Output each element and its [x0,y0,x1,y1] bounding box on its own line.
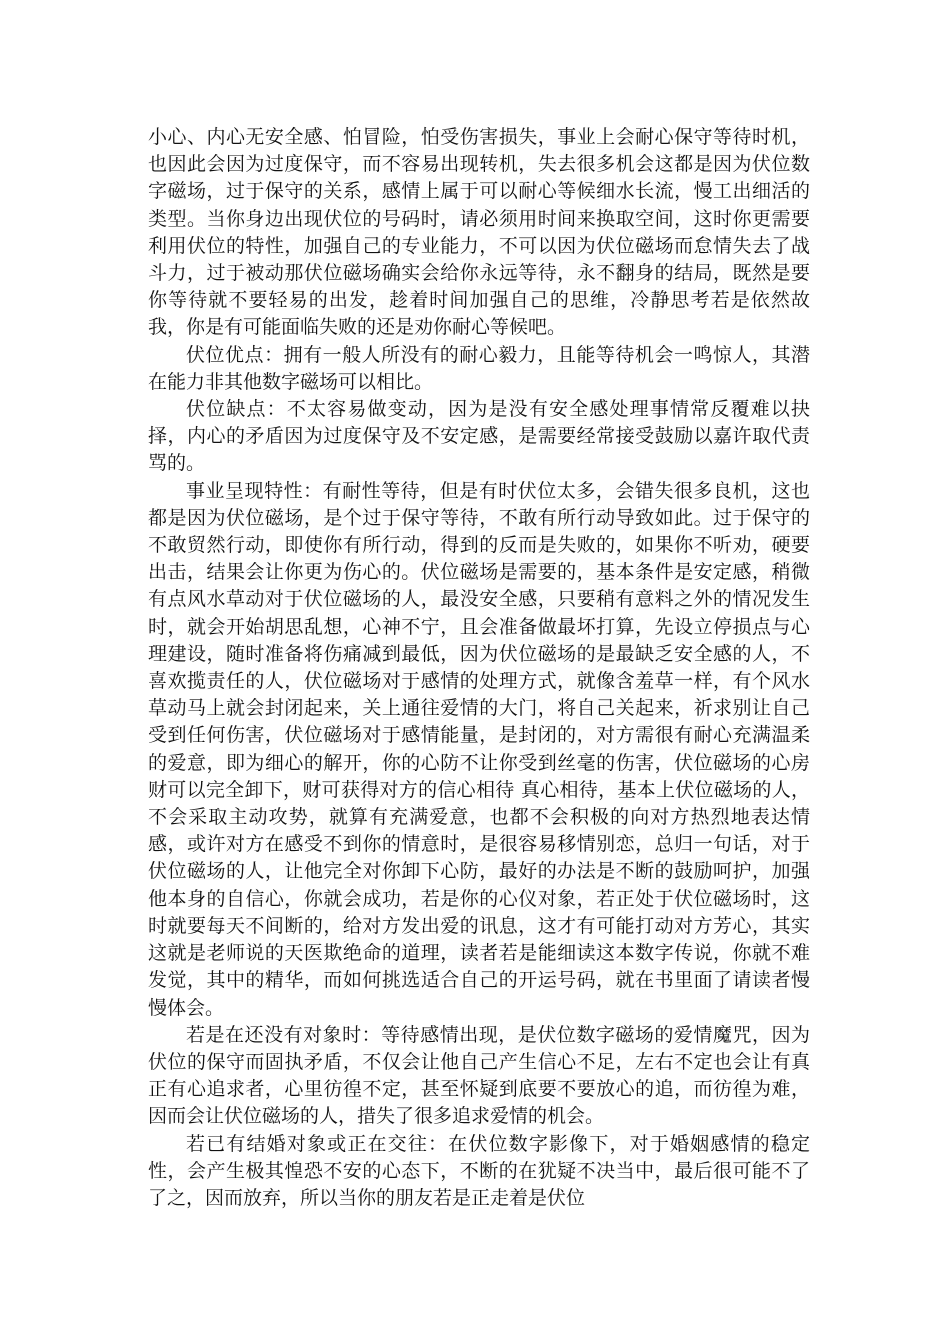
paragraph-single: 若是在还没有对象时：等待感情出现，是伏位数字磁场的爱情魔咒，因为伏位的保守而固执矛盾，不仅会让他自己产生信心不足，左右不定也会让有真正有心追求者，心里彷徨不定，甚至怀疑到底要不要放心的追，而彷徨为难，因而会让伏位磁场的人，措失了很多追求爱情的机会。 [148,1023,810,1128]
paragraph-disadvantages: 伏位缺点：不太容易做变动，因为是没有安全感处理事情常反覆难以抉择，内心的矛盾因为过度保守及不安定感，是需要经常接受鼓励以嘉许取代责骂的。 [148,398,810,475]
document-page [148,124,810,1212]
paragraph-advantages: 伏位优点：拥有一般人所没有的耐心毅力，且能等待机会一鸣惊人，其潜在能力非其他数字磁场可以相比。 [148,343,810,393]
paragraph-relationship: 若已有结婚对象或正在交往：在伏位数字影像下，对于婚姻感情的稳定性，会产生极其惶恐不安的心态下，不断的在犹疑不决当中，最后很可能不了了之，因而放弃，所以当你的朋友若是正走着是伏位 [148,1132,810,1209]
paragraph-continuation: 小心、内心无安全感、怕冒险，怕受伤害损失，事业上会耐心保守等待时机，也因此会因为过度保守，而不容易出现转机，失去很多机会这都是因为伏位数字磁场，过于保守的关系，感情上属于可以耐心等候细水长流，慢工出细活的类型。当你身边出现伏位的号码时，请必须用时间来换取空间，这时你更需要利用伏位的特性，加强自己的专业能力，不可以因为伏位磁场而怠情失去了战斗力，过于被动那伏位磁场确实会给你永远等待，永不翻身的结局，既然是要你等待就不要轻易的出发，趁着时间加强自己的思维，冷静思考若是依然故我，你是有可能面临失败的还是劝你耐心等候吧。 [148,126,810,339]
paragraph-career: 事业呈现特性：有耐性等待，但是有时伏位太多，会错失很多良机，这也都是因为伏位磁场，是个过于保守等待，不敢有所行动导致如此。过于保守的不敢贸然行动，即使你有所行动，得到的反而是失败的，如果你不听劝，硬要出击，结果会让你更为伤心的。伏位磁场是需要的，基本条件是安定感，稍微有点风水草动对于伏位磁场的人，最没安全感，只要稍有意料之外的情况发生时，就会开始胡思乱想，心神不宁，且会准备做最坏打算，先设立停损点与心理建设，随时准备将伤痛减到最低，因为伏位磁场的是最缺乏安全感的人，不喜欢揽责任的人，伏位磁场对于感情的处理方式，就像含羞草一样，有个风水草动马上就会封闭起来，关上通往爱情的大门，将自己关起来，祈求别让自己受到任何伤害，伏位磁场对于感情能量，是封闭的，对方需很有耐心充满温柔的爱意，即为细心的解开，你的心防不让你受到丝毫的伤害，伏位磁场的心房财可以完全卸下，财可获得对方的信心相待 真心相待，基本上伏位磁场的人，不会采取主动攻势，就算有充满爱意，也都不会积极的向对方热烈地表达情感，或许对方在感受不到你的情意时，是很容易移情别恋，总归一句话，对于伏位磁场的人，让他完全对你卸下心防，最好的办法是不断的鼓励呵护，加强他本身的自信心，你就会成功，若是你的心仪对象，若正处于伏位磁场时，这时就要每天不间断的，给对方发出爱的讯息，这才有可能打动对方芳心，其实这就是老师说的天医欺绝命的道理，读者若是能细读这本数字传说，你就不难发觉，其中的精华，而如何挑选适合自己的开运号码，就在书里面了请读者慢慢体会。 [148,479,810,1019]
